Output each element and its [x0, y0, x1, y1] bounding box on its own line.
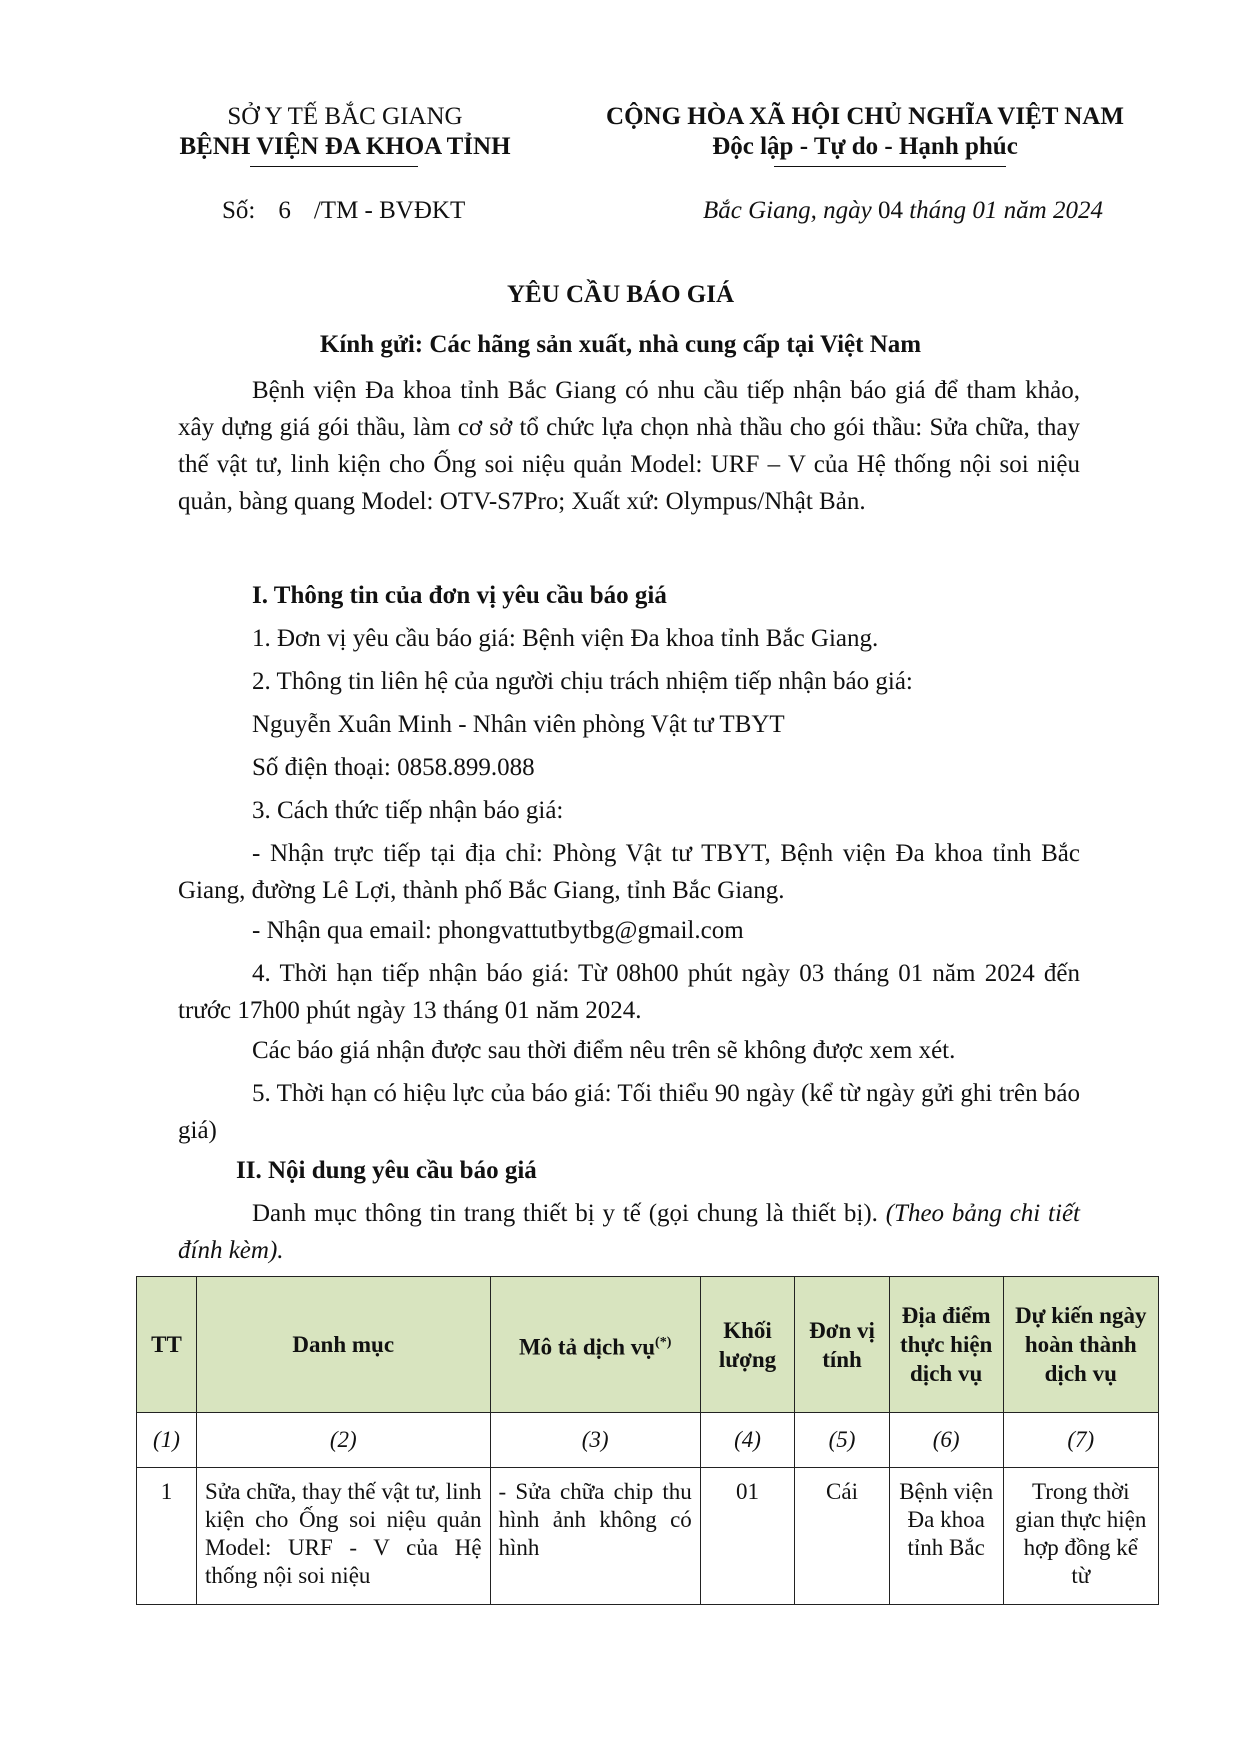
doc-number-suffix: /TM - BVĐKT [313, 197, 466, 224]
national-motto-block [590, 102, 1140, 162]
document-number [222, 196, 465, 226]
row-dia-diem: Bệnh viện Đa khoa tỉnh Bắc [889, 1468, 1003, 1605]
department-name: SỞ Y TẾ BẮC GIANG [227, 103, 463, 130]
row-don-vi: Cái [795, 1468, 889, 1605]
date-day: 04 [877, 197, 903, 224]
column-number: (2) [196, 1413, 490, 1468]
section1-item3: 3. Cách thức tiếp nhận báo giá: [252, 797, 564, 824]
doc-number: 6 [278, 197, 291, 224]
section1-item2: 2. Thông tin liên hệ của người chịu trách nhiệm tiếp nhận báo giá: [252, 668, 913, 695]
section2-desc-text: Danh mục thông tin trang thiết bị y tế (gọi chung là thiết bị). [252, 1200, 878, 1227]
service-table [136, 1276, 1159, 1605]
column-number: (1) [137, 1413, 197, 1468]
column-number: (5) [795, 1413, 889, 1468]
receive-email: - Nhận qua email: phongvattutbytbg@gmail.com [252, 917, 744, 944]
section1-heading: I. Thông tin của đơn vị yêu cầu báo giá [252, 582, 667, 609]
col-don-vi: Đơn vị tính [795, 1277, 889, 1413]
intro-paragraph: Bệnh viện Đa khoa tỉnh Bắc Giang có nhu cầu tiếp nhận báo giá để tham khảo, xây dựng giá gói thầu, làm cơ sở tổ chức lựa chọn nhà thầu cho gói thầu: Sửa chữa, thay thế vật tư, linh kiện cho Ống soi niệu quản Model: URF – V của Hệ thống nội soi niệu quản, bàng quang Model: OTV-S7Pro; Xuất xứ: Olympus/Nhật Bản. [178, 377, 1080, 515]
table-header-row [137, 1277, 1159, 1413]
row-khoi-luong: 01 [700, 1468, 794, 1605]
column-number-row [137, 1413, 1159, 1468]
contact-phone: Số điện thoại: 0858.899.088 [252, 754, 535, 781]
document-date [703, 196, 1103, 226]
row-tt: 1 [137, 1468, 197, 1605]
section1-item4: 4. Thời hạn tiếp nhận báo giá: Từ 08h00 phút ngày 03 tháng 01 năm 2024 đến trước 17h00 phút ngày 13 tháng 01 năm 2024. [178, 960, 1080, 1024]
column-number: (6) [889, 1413, 1003, 1468]
column-number: (3) [490, 1413, 700, 1468]
date-suffix: tháng 01 năm 2024 [909, 197, 1103, 224]
column-number: (4) [700, 1413, 794, 1468]
table-row [137, 1468, 1159, 1605]
column-number: (7) [1003, 1413, 1158, 1468]
col-danh-muc: Danh mục [196, 1277, 490, 1413]
section1-item4-note: Các báo giá nhận được sau thời điểm nêu trên sẽ không được xem xét. [252, 1037, 956, 1064]
section2-desc-italic: (Theo bảng chi tiết đính kèm). [178, 1200, 1080, 1264]
section2-description [178, 1195, 1080, 1269]
section1-item1: 1. Đơn vị yêu cầu báo giá: Bệnh viện Đa khoa tỉnh Bắc Giang. [252, 625, 879, 652]
hospital-name-underline [250, 166, 418, 167]
doc-number-label: Số: [222, 197, 256, 224]
col-mo-ta-footnote: (*) [655, 1334, 672, 1350]
row-du-kien: Trong thời gian thực hiện hợp đồng kể từ [1003, 1468, 1158, 1605]
col-khoi-luong: Khối lượng [700, 1277, 794, 1413]
document-title: YÊU CẦU BÁO GIÁ [506, 281, 735, 308]
issuer-block [160, 102, 530, 162]
receive-direct: - Nhận trực tiếp tại địa chỉ: Phòng Vật tư TBYT, Bệnh viện Đa khoa tỉnh Bắc Giang, đường Lê Lợi, thành phố Bắc Giang, tỉnh Bắc Giang. [178, 840, 1080, 904]
recipient-line: Kính gửi: Các hãng sản xuất, nhà cung cấp tại Việt Nam [319, 331, 922, 358]
country-name: CỘNG HÒA XÃ HỘI CHỦ NGHĨA VIỆT NAM [606, 103, 1124, 130]
row-mo-ta: - Sửa chữa chip thu hình ảnh không có hình [490, 1468, 700, 1605]
col-mo-ta-label: Mô tả dịch vụ [518, 1334, 656, 1360]
col-du-kien: Dự kiến ngày hoàn thành dịch vụ [1003, 1277, 1158, 1413]
col-tt: TT [137, 1277, 197, 1413]
col-mo-ta [490, 1277, 700, 1413]
motto: Độc lập - Tự do - Hạnh phúc [712, 133, 1018, 160]
col-dia-diem: Địa điểm thực hiện dịch vụ [889, 1277, 1003, 1413]
date-prefix: Bắc Giang, ngày [703, 197, 872, 224]
hospital-name: BỆNH VIỆN ĐA KHOA TỈNH [179, 133, 511, 160]
contact-name: Nguyễn Xuân Minh - Nhân viên phòng Vật tư TBYT [252, 711, 785, 738]
section2-heading: II. Nội dung yêu cầu báo giá [236, 1157, 537, 1184]
motto-underline [774, 166, 1006, 167]
row-danh-muc: Sửa chữa, thay thế vật tư, linh kiện cho Ống soi niệu quản Model: URF - V của Hệ thống nội soi niệu [196, 1468, 490, 1605]
section1-item5: 5. Thời hạn có hiệu lực của báo giá: Tối thiểu 90 ngày (kể từ ngày gửi ghi trên báo giá) [178, 1080, 1080, 1144]
